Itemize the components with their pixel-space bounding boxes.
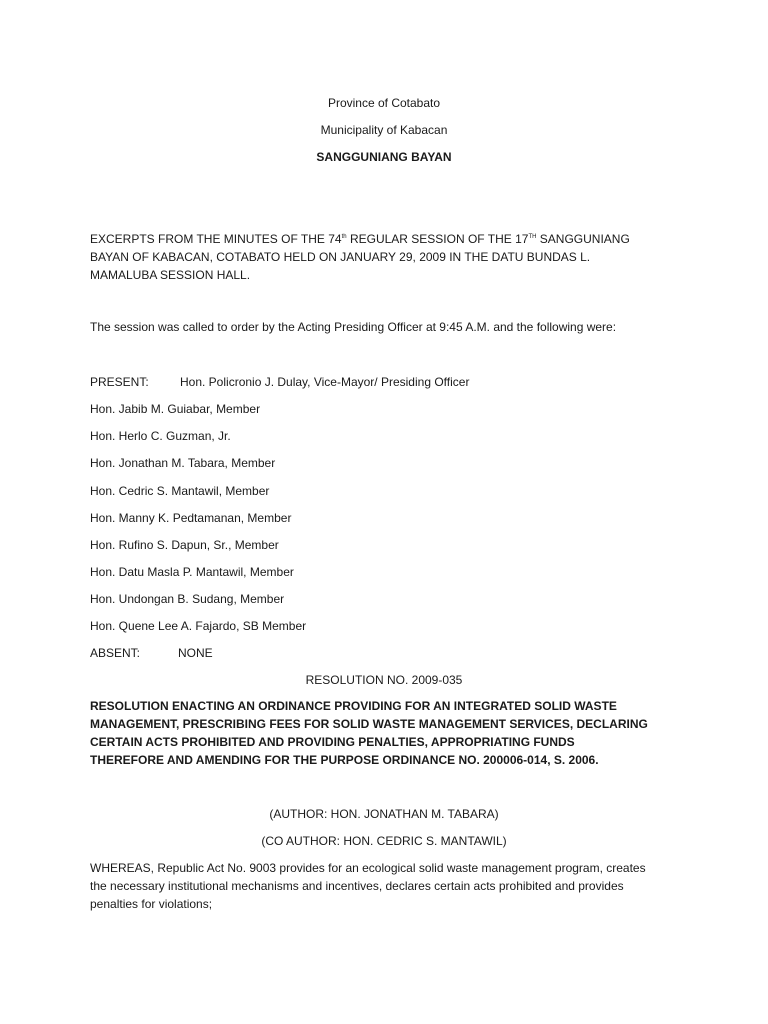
ordinal-suffix: TH — [528, 234, 537, 240]
council-heading: SANGGUNIANG BAYAN — [316, 150, 452, 164]
province-heading: Province of Cotabato — [327, 96, 441, 110]
member-item: Hon. Quene Lee A. Fajardo, SB Member — [90, 619, 307, 633]
present-row — [90, 375, 469, 389]
presiding-officer: Hon. Policronio J. Dulay, Vice-Mayor/ Presiding Officer — [180, 375, 470, 389]
member-item: Hon. Manny K. Pedtamanan, Member — [90, 511, 292, 525]
resolution-title-line: MANAGEMENT, PRESCRIBING FEES FOR SOLID WASTE MANAGEMENT SERVICES, DECLARING — [90, 717, 648, 731]
member-item: Hon. Jonathan M. Tabara, Member — [90, 456, 276, 470]
resolution-author: (AUTHOR: HON. JONATHAN M. TABARA) — [269, 807, 499, 821]
excerpt-line-2: BAYAN OF KABACAN, COTABATO HELD ON JANUARY 29, 2009 IN THE DATU BUNDAS L. — [90, 250, 591, 264]
whereas-line: WHEREAS, Republic Act No. 9003 provides for an ecological solid waste management program, creates — [90, 861, 646, 875]
whereas-line: the necessary institutional mechanisms and incentives, declares certain acts prohibited and provides — [90, 879, 624, 893]
resolution-title-line: CERTAIN ACTS PROHIBITED AND PROVIDING PENALTIES, APPROPRIATING FUNDS — [90, 735, 575, 749]
absent-row — [90, 646, 213, 660]
member-item: Hon. Jabib M. Guiabar, Member — [90, 402, 261, 416]
resolution-co-author: (CO AUTHOR: HON. CEDRIC S. MANTAWIL) — [261, 834, 507, 848]
present-label: PRESENT: — [90, 375, 149, 389]
absent-value: NONE — [178, 646, 213, 660]
ordinal-suffix: th — [341, 234, 347, 240]
whereas-line: penalties for violations; — [90, 897, 213, 911]
resolution-title-line: THEREFORE AND AMENDING FOR THE PURPOSE ORDINANCE NO. 200006-014, S. 2006. — [90, 753, 599, 767]
resolution-number: RESOLUTION NO. 2009-035 — [305, 673, 463, 687]
member-item: Hon. Undongan B. Sudang, Member — [90, 592, 285, 606]
absent-label: ABSENT: — [90, 646, 141, 660]
member-item: Hon. Datu Masla P. Mantawil, Member — [90, 565, 294, 579]
member-item: Hon. Cedric S. Mantawil, Member — [90, 484, 270, 498]
member-item: Hon. Rufino S. Dapun, Sr., Member — [90, 538, 279, 552]
resolution-title-line: RESOLUTION ENACTING AN ORDINANCE PROVIDING FOR AN INTEGRATED SOLID WASTE — [90, 699, 617, 713]
excerpt-line-1: EXCERPTS FROM THE MINUTES OF THE 74th REGULAR SESSION OF THE 17TH SANGGUNIANG — [90, 232, 630, 246]
member-item: Hon. Herlo C. Guzman, Jr. — [90, 429, 231, 443]
municipality-heading: Municipality of Kabacan — [320, 123, 448, 137]
session-intro: The session was called to order by the Acting Presiding Officer at 9:45 A.M. and the following were: — [90, 320, 617, 334]
excerpt-line-3: MAMALUBA SESSION HALL. — [90, 268, 251, 282]
